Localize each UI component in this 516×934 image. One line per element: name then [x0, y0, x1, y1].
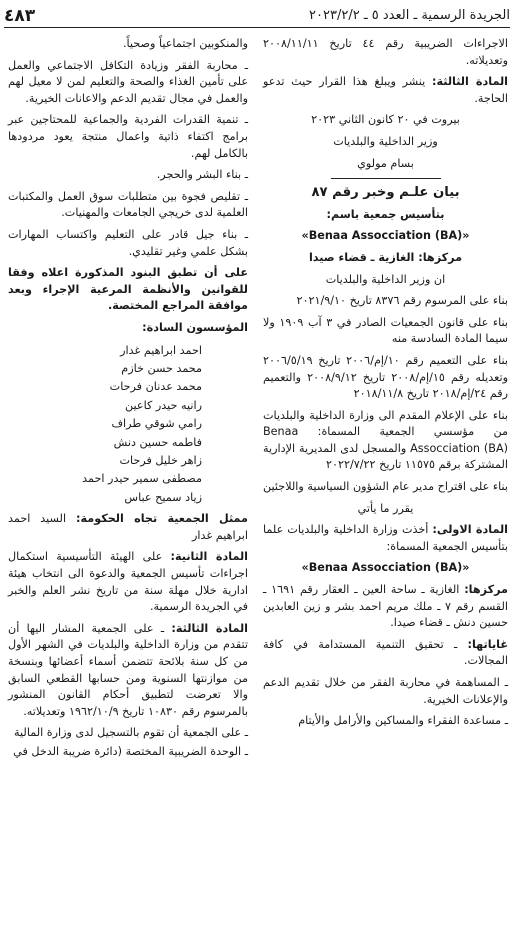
signatory-name: بسام مولوي — [357, 156, 414, 170]
goal-item: ـ مساعدة الفقراء والمساكين والأرامل والأيتام — [298, 714, 508, 728]
founder-name: محمد عدنان فرحات — [109, 380, 202, 394]
association-name: «Benaa Assocciation (BA)» — [301, 229, 470, 243]
goal-item: ـ تنمية القدرات الفردية والجماعية للمحتاجين عبر برامج اكتفاء ذاتية واعمال منتجة يعود مردودها بالكامل لهم. — [8, 113, 248, 160]
hq-detail-label: مركزها: — [464, 583, 508, 597]
announcement-title: بيان علـم وخبر رقم ٨٧ — [311, 185, 460, 201]
left-column — [8, 36, 248, 765]
founder-name: فاطمه حسين دنش — [113, 435, 202, 449]
place-date: بيروت في ٢٠ كانون الثاني ٢٠٢٣ — [311, 113, 460, 127]
article-3-tail: ـ الوحدة الضريبية المختصة (دائرة ضريبة الدخل في — [13, 744, 248, 758]
goals-label: غاياتها: — [467, 637, 509, 651]
minister-intro: ان وزير الداخلية والبلديات — [325, 272, 446, 286]
goal-item: ـ محاربة الفقر وزيادة التكافل الاجتماعي والعمل على تأمين الغذاء والصحة والتعليم لمن لا معيل لهم والعمل في مجال تقديم الدعم والاعانات الخيرية. — [8, 58, 248, 105]
article-2-label: المادة الثانية: — [170, 550, 248, 564]
hq-detail-paragraph — [263, 582, 508, 632]
condition-paragraph: على أن تطبق البنود المذكورة اعلاه وفقا للقوانين والأنظمة المرعية الإجراء وبعد موافقة المراجع المختصة. — [8, 266, 248, 313]
goal-item: ـ تقليص فجوة بين متطلبات سوق العمل والمكتبات العلمية لدى خريجي الجامعات والمهنيات. — [8, 189, 248, 220]
announcement-subtitle: بتأسيس جمعية باسم: — [326, 207, 445, 221]
founder-name: زياد سميح عباس — [124, 490, 202, 504]
recital-2: بناء على قانون الجمعيات الصادر في ٣ آب ١٩٠٩ ولا سيما المادة السادسة منه — [263, 315, 508, 346]
goals-paragraph — [263, 637, 508, 670]
representative-label: ممثل الجمعية تجاه الحكومة: — [76, 512, 248, 526]
header-divider — [4, 27, 510, 28]
founder-name: محمد حسن خازم — [121, 361, 202, 375]
article-1-association-name: «Benaa Assocciation (BA)» — [301, 561, 470, 575]
article-3-label: المادة الثالثة: — [432, 75, 508, 89]
recital-1: بناء على المرسوم رقم ٨٣٧٦ تاريخ ٢٠٢١/٩/١٠ — [296, 294, 508, 308]
article-1-paragraph — [263, 522, 508, 555]
goal-item: ـ بناء البشر والحجر. — [156, 168, 248, 182]
article-3-text: ـ على الجمعية المشار اليها أن تتقدم من وزارة الداخلية والبلديات في الشهر الأول من كل سنة بلائحة تتضمن أسماء أعضائها وبنسخة من موازنتها السنوية ومن حسابها القطعي السابق والا تعرضت لتطبيق أحكام القانون المنشور بالمرسوم رقم ١٠٨٣٠ تاريخ ١٩٦٢/١٠/٩ وتعديلاته. — [8, 621, 248, 718]
recital-3: بناء على التعميم رقم ١٠/إم/٢٠٠٦ تاريخ ٢٠٠٦/٥/١٩ وتعديله رقم ١٥/إم/٢٠٠٨ تاريخ ٢٠٠٨/٩/١٢ والتعميم رقم ٢٤/إم/٢٠١٨ تاريخ ٢٠١٨/١١/٨ — [263, 353, 508, 401]
article-3-paragraph — [8, 621, 248, 721]
government-representative — [8, 511, 248, 544]
article-2-text: على الهيئة التأسيسية استكمال اجراءات تأسيس الجمعية والدعوة الى انتخاب هيئة ادارية خلال مهلة سنة من تاريخ نشر العلم والخبر في الجريدة الرسمية. — [8, 550, 248, 614]
right-column — [263, 36, 508, 735]
goal-item: ـ بناء جيل قادر على التعليم واكتساب المهارات بشكل علمي وغير تقليدي. — [8, 227, 248, 258]
recital-5: بناء على اقتراح مدير عام الشؤون السياسية واللاجئين — [263, 480, 508, 494]
article-2-paragraph — [8, 549, 248, 615]
page-header — [4, 6, 510, 28]
founders-label: المؤسسون السادة: — [142, 320, 248, 334]
founder-name: رانيه حيدر كاعين — [125, 398, 202, 412]
section-divider — [331, 178, 441, 179]
founder-name: رامي شوقي طراف — [111, 417, 202, 431]
signatory-title: وزير الداخلية والبلديات — [333, 134, 438, 148]
article-1-text: أخذت وزارة الداخلية والبلديات علما بتأسيس الجمعية المسماة: — [263, 523, 508, 553]
recital-4: بناء على الإعلام المقدم الى وزارة الداخلية والبلديات من مؤسسي الجمعية المسماة: Benaa Assocciation (BA) والمسجل لدى المديرية الإدارية المشتركة برقم ١١٥٧٥ تاريخ ٢٠٢٢/٧/٢٢ — [263, 408, 508, 472]
article-3-paragraph — [263, 74, 508, 107]
goals-intro: ـ تحقيق التنمية المستدامة في كافة المجالات. — [263, 637, 508, 668]
founder-name: احمد ابراهيم غدار — [120, 343, 202, 357]
decides-heading: يقرر ما يأتي — [357, 501, 414, 515]
hq-detail-text: الغازية ـ ساحة العين ـ العقار رقم ١٦٩١ ـ القسم رقم ٧ ـ ملك مريم احمد بشر و زين العابدين حسين دنش ـ قضاء صيدا. — [263, 583, 508, 630]
goal-item: ـ المساهمة في محاربة الفقر من خلال تقديم الدعم والإعلانات الخيرية. — [263, 676, 508, 706]
page-number: ٤٨٣ — [4, 6, 36, 26]
founder-name: زاهر خليل فرحات — [119, 453, 202, 467]
association-hq: مركزها: الغازية ـ قضاء صيدا — [308, 250, 463, 264]
founder-name: مصطفى سمير حيدر احمد — [82, 472, 202, 486]
article-3-label: المادة الثالثة: — [171, 621, 248, 635]
goals-continuation: والمنكوبين اجتماعياً وصحياً. — [122, 37, 248, 50]
article-3-tail: ـ على الجمعية أن تقوم بالتسجيل لدى وزارة المالية — [14, 726, 248, 740]
intro-paragraph: الاجراءات الضريبية رقم ٤٤ تاريخ ٢٠٠٨/١١/١١ وتعديلاته. — [263, 37, 508, 67]
article-1-label: المادة الاولى: — [432, 523, 508, 537]
article-3-text: ينشر ويبلغ هذا القرار حيث تدعو الحاجة. — [263, 75, 508, 105]
gazette-title: الجريدة الرسمية ـ العدد ٥ ـ ٢٠٢٣/٢/٢ — [309, 8, 510, 23]
founders-list — [8, 342, 248, 508]
representative-name: السيد احمد ابراهيم غدار — [8, 512, 248, 542]
